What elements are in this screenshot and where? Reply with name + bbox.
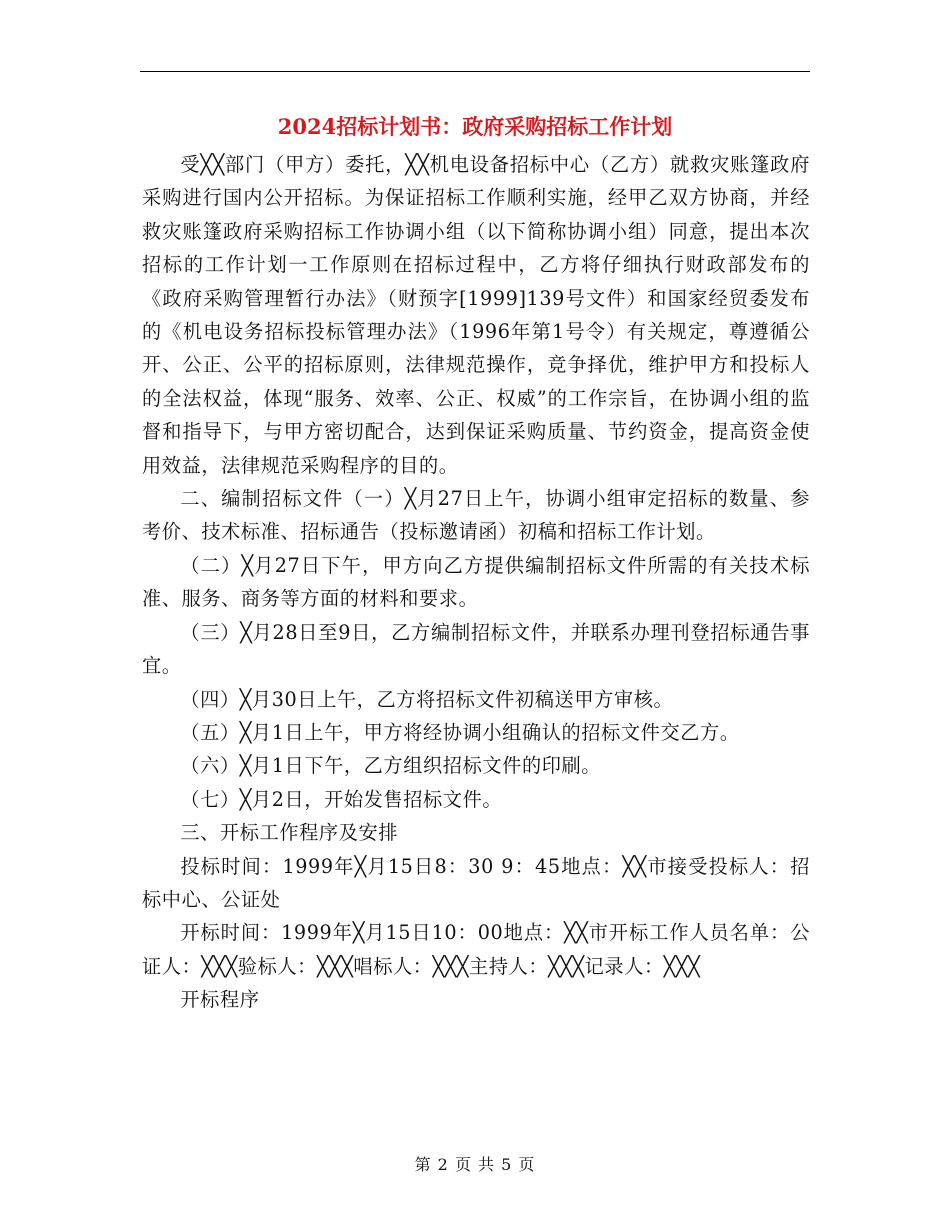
paragraph-item-7: （七）╳月2日，开始发售招标文件。	[180, 787, 503, 811]
paragraph-opening-procedure: 开标程序	[180, 988, 260, 1012]
paragraph-item-5: （五）╳月1日上午，甲方将经协调小组确认的招标文件交乙方。	[180, 720, 740, 744]
paragraph-intro: 受╳╳部门（甲方）委托，╳╳机电设备招标中心（乙方）就救灾账篷政府采购进行国内公开招标。为保证招标工作顺利实施，经甲乙双方协商，并经救灾账篷政府采购招标工作协调小组（以下简称协调小组）同意，提出本次招标的工作计划一工作原则在招标过程中，乙方将仔细执行财政部发布的《政府采购管理暂行办法》（财预字[1999]139号文件）和国家经贸委发布的《机电设务招标投标管理办法》（1996年第1号令）有关规定，尊遵循公开、公正、公平的招标原则，法律规范操作，竞争择优，维护甲方和投标人的全法权益，体现“服务、效率、公正、权威”的工作宗旨，在协调小组的监督和指导下，与甲方密切配合，达到保证采购质量、节约资金，提高资金使用效益，法律规范采购程序的目的。	[142, 153, 810, 477]
page-number: 第 2 页 共 5 页	[414, 1155, 536, 1174]
document-body	[142, 148, 810, 1017]
document-title: 2024招标计划书：政府采购招标工作计划	[277, 114, 673, 139]
paragraph-item-6: （六）╳月1日下午，乙方组织招标文件的印刷。	[180, 754, 602, 778]
paragraph-item-4: （四）╳月30日上午，乙方将招标文件初稿送甲方审核。	[180, 687, 674, 711]
header-rule	[140, 71, 810, 72]
paragraph-bid-time: 投标时间：1999年╳月15日8：30 9：45地点：╳╳市接受投标人：招标中心、公证处	[142, 854, 810, 911]
paragraph-section-3: 三、开标工作程序及安排	[180, 821, 399, 845]
paragraph-section-2: 二、编制招标文件（一）╳月27日上午，协调小组审定招标的数量、参考价、技术标准、招标通告（投标邀请函）初稿和招标工作计划。	[142, 487, 810, 544]
paragraph-item-3: （三）╳月28日至9日，乙方编制招标文件，并联系办理刊登招标通告事宜。	[142, 620, 810, 678]
paragraph-item-2: （二）╳月27日下午，甲方向乙方提供编制招标文件所需的有关技术标准、服务、商务等方面的材料和要求。	[142, 553, 810, 611]
paragraph-opening-time: 开标时间：1999年╳月15日10：00地点：╳╳市开标工作人员名单：公证人：╳╳╳验标人：╳╳╳唱标人：╳╳╳主持人：╳╳╳记录人：╳╳╳	[142, 921, 810, 978]
